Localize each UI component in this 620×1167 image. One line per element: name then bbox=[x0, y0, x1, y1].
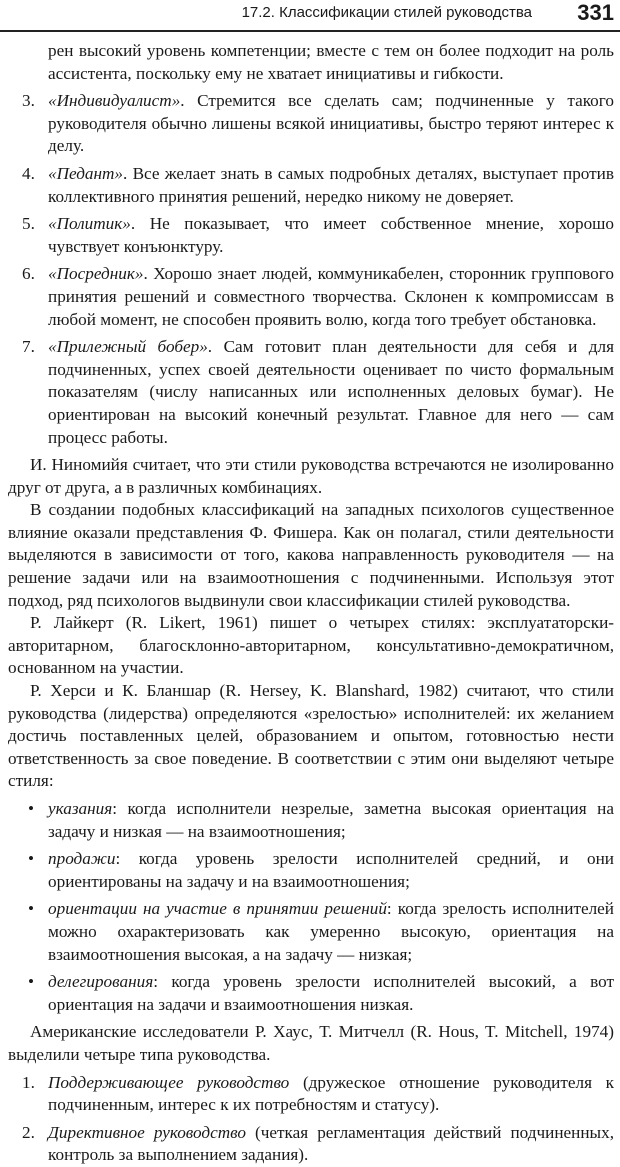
page-number: 331 bbox=[577, 0, 614, 25]
paragraph: Р. Лайкерт (R. Likert, 1961) пишет о четырех стилях: эксплуататорски-авторитарном, благосклонно-авторитарном, консультативно-демократичном, основанном на участии. bbox=[8, 613, 614, 678]
paragraph: В создании подобных классификаций на западных психологов существенное влияние оказали представления Ф. Фишера. Как он полагал, стили деятельности выделяются в зависимости от того, какова направленность руководителя — на решение задачи или на взаимоотношения с подчиненными. Используя этот подход, ряд психологов выдвинули свои классификации стилей руководства. bbox=[8, 500, 614, 610]
continued-text: рен высокий уровень компетенции; вместе с тем он более подходит на роль ассистента, поскольку ему не хватает инициативы и гибкости. bbox=[48, 41, 614, 83]
item-number: 2. bbox=[22, 1122, 35, 1142]
item-term: «Политик» bbox=[48, 214, 131, 234]
running-header bbox=[0, 0, 620, 32]
item-term: «Педант» bbox=[48, 163, 124, 183]
list-item bbox=[8, 263, 614, 331]
item-number: 1. bbox=[22, 1072, 35, 1092]
item-term: Поддерживающее руководство bbox=[48, 1072, 290, 1092]
item-text: . Сам готовит план деятельности для себя и для подчиненных, успех своей деятельности оценивает по чисто формальным показателям (числу написанных или исполненных деловых бумаг). Не ориентирован на высокий конечный результат. Главное для него — сам процесс работы. bbox=[48, 337, 614, 447]
item-number: 7. bbox=[22, 337, 35, 357]
item-number: 4. bbox=[22, 163, 35, 183]
item-number: 6. bbox=[22, 264, 35, 284]
list-item bbox=[8, 898, 614, 966]
item-text: : когда уровень зрелости исполнителей высокий, а вот ориентация на задачи и взаимоотношения низкая. bbox=[48, 972, 614, 1014]
item-text: : когда зрелость исполнителей можно охарактеризовать как умеренно высокую, ориентация на взаимоотношения высокая, а на задачу — низкая; bbox=[48, 899, 614, 964]
item-text: . Хорошо знает людей, коммуникабелен, сторонник группового принятия решений и совместного творчества. Склонен к компромиссам в любой момент, не способен проявить волю, когда того требует обстановка. bbox=[48, 264, 614, 329]
item-term: Директивное руководство bbox=[48, 1122, 246, 1142]
bullet-icon: • bbox=[28, 972, 35, 992]
item-term: «Прилежный бобер» bbox=[48, 337, 208, 357]
item-term: «Индивидуалист» bbox=[48, 91, 181, 111]
list-item bbox=[8, 798, 614, 843]
paragraph: Американские исследователи Р. Хаус, Т. Митчелл (R. Hous, T. Mitchell, 1974) выделили четыре типа руководства. bbox=[8, 1022, 614, 1064]
list-item bbox=[8, 848, 614, 893]
hersey-styles-list bbox=[8, 798, 614, 1016]
list-item bbox=[8, 90, 614, 158]
paragraph: Р. Херси и К. Бланшар (R. Hersey, K. Blanshard, 1982) считают, что стили руководства (лидерства) определяются «зрелостью» исполнителей: их желанием достичь поставленных целей, образованием и опытом, готовностью нести ответственность за свое поведение. В соответствии с этим они выделяют четыре стиля: bbox=[8, 681, 614, 791]
list-item bbox=[8, 971, 614, 1016]
bullet-icon: • bbox=[28, 899, 35, 919]
bullet-icon: • bbox=[28, 799, 35, 818]
item-text: (дружеское отношение руководителя к подчиненным, интерес к их потребностям и статусу). bbox=[48, 1072, 615, 1115]
item-number: 3. bbox=[22, 91, 35, 111]
item-number: 5. bbox=[22, 214, 35, 234]
list-item bbox=[8, 1122, 614, 1167]
item-text: : когда уровень зрелости исполнителей средний, и они ориентированы на задачу и на взаимоотношения; bbox=[48, 849, 614, 891]
bullet-icon: • bbox=[28, 849, 35, 869]
list-item bbox=[8, 163, 614, 208]
list-item bbox=[8, 1072, 614, 1117]
item-text: . Все желает знать в самых подробных деталях, выступает против коллективного принятия решений, нередко никому не доверяет. bbox=[48, 163, 614, 206]
item-term: делегирования bbox=[48, 972, 154, 992]
item-text: (четкая регламентация действий подчиненных, контроль за выполнением задания). bbox=[48, 1122, 615, 1165]
item-term: «Посредник» bbox=[48, 264, 144, 284]
list-item bbox=[8, 213, 614, 258]
paragraph: И. Ниномийя считает, что эти стили руководства встречаются не изолированно друг от друга, а в различных комбинациях. bbox=[8, 455, 614, 497]
item-term: продажи bbox=[48, 849, 116, 869]
item-text: . Не показывает, что имеет собственное мнение, хорошо чувствует конъюнктуру. bbox=[48, 214, 614, 256]
chapter-section-title: 17.2. Классификации стилей руководства bbox=[241, 4, 532, 21]
item-text: : когда исполнители незрелые, заметна высокая ориентация на задачу и низкая — на взаимоотношения; bbox=[48, 799, 614, 841]
page-body bbox=[8, 40, 614, 1167]
leadership-styles-list bbox=[8, 90, 614, 449]
list-item bbox=[8, 336, 614, 449]
house-types-list bbox=[8, 1072, 614, 1167]
item-term: ориентации на участие в принятии решений bbox=[48, 899, 387, 919]
item-term: указания bbox=[48, 799, 113, 818]
item-text: . Стремится все сделать сам; подчиненные у такого руководителя обычно лишены всякой инициативы, быстро теряют интерес к делу. bbox=[48, 91, 614, 156]
